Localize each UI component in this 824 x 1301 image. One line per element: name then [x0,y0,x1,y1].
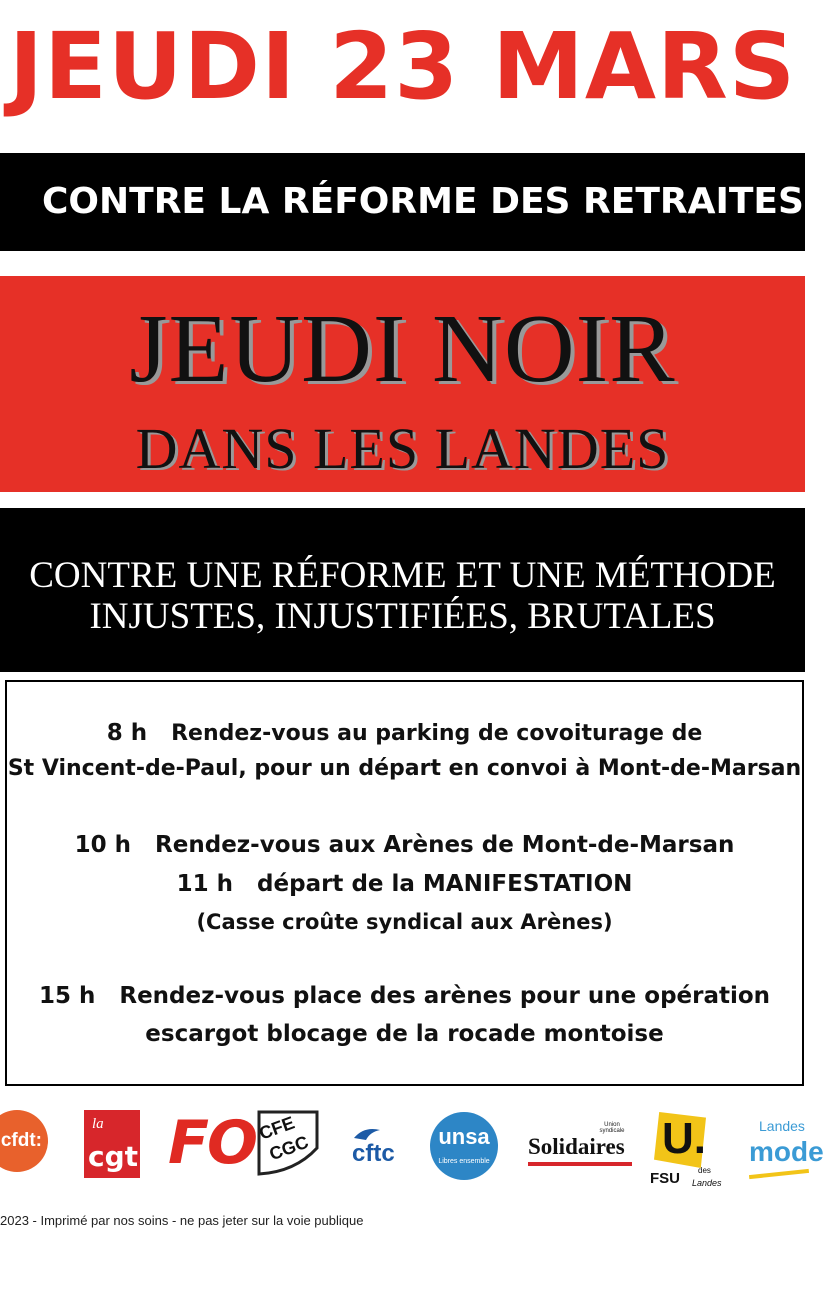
modef-label: mode [749,1136,824,1167]
cfe-label: CFE [256,1112,298,1144]
modef-stripe [749,1169,809,1179]
jeudi-noir-title: JEUDI NOIR [129,295,676,403]
modef-landes-label: Landes [759,1118,805,1134]
jeudi-noir-banner [0,276,805,492]
unsa-logo [430,1112,498,1180]
solidaires-logo [528,1124,634,1170]
program-item-10h [7,827,802,863]
program-item-8h [7,715,802,752]
fsu-des-label: des [698,1166,711,1175]
modef-logo [745,1118,824,1182]
program-item-15h [7,978,802,1014]
slogan-banner [0,508,805,672]
fsu-u-label: U. [662,1114,706,1163]
fsu-label: FSU [650,1170,680,1187]
banner-retraites: CONTRE LA RÉFORME DES RETRAITES [0,153,805,251]
program-text: Rendez-vous au parking de covoiturage de [171,721,703,746]
fsu-logo [648,1106,722,1194]
cgt-label: cgt [88,1140,139,1173]
cgc-label: CGC [266,1131,312,1165]
cfdt-logo [0,1110,48,1172]
program-item-11h-note: (Casse croûte syndical aux Arènes) [196,910,613,934]
program-time: 8 h [106,720,148,746]
fo-logo: FO [168,1108,256,1178]
cgt-logo [84,1110,140,1178]
program-box [5,680,804,1086]
program-item-15h-line2: escargot blocage de la rocade montoise [145,1021,664,1047]
cfe-cgc-logo [255,1108,321,1178]
program-text: Rendez-vous place des arènes pour une opération [119,983,771,1009]
solidaires-label: Solidaires [528,1134,625,1159]
jeudi-noir-subtitle: DANS LES LANDES [135,416,670,481]
cftc-label: cftc [352,1140,395,1167]
program-text: Rendez-vous aux Arènes de Mont-de-Marsan [155,832,735,858]
program-time: 15 h [38,983,96,1009]
solidaires-underline [528,1162,632,1166]
fsu-landes-label: Landes [692,1178,722,1188]
union-logos [0,1098,824,1198]
unsa-label: unsa [438,1124,490,1149]
program-text: départ de la MANIFESTATION [257,871,633,897]
slogan-line-1: CONTRE UNE RÉFORME ET UNE MÉTHODE [29,555,776,596]
solidaires-small-label: Union syndicale [599,1122,625,1134]
cfdt-label: cfdt: [0,1130,42,1151]
program-item-8h-line2: St Vincent-de-Paul, pour un départ en convoi à Mont-de-Marsan [7,756,802,781]
program-time: 11 h [176,871,234,897]
program-time: 10 h [74,832,132,858]
program-item-11h [7,866,802,902]
cftc-logo [352,1124,412,1174]
footer-note: 2023 - Imprimé par nos soins - ne pas jeter sur la voie publique [0,1213,364,1228]
slogan-line-2: INJUSTES, INJUSTIFIÉES, BRUTALES [89,596,716,637]
unsa-sub-label: Libres ensemble [438,1158,490,1165]
headline-date: JEUDI 23 MARS [8,13,797,120]
cgt-la-label: la [92,1116,104,1132]
